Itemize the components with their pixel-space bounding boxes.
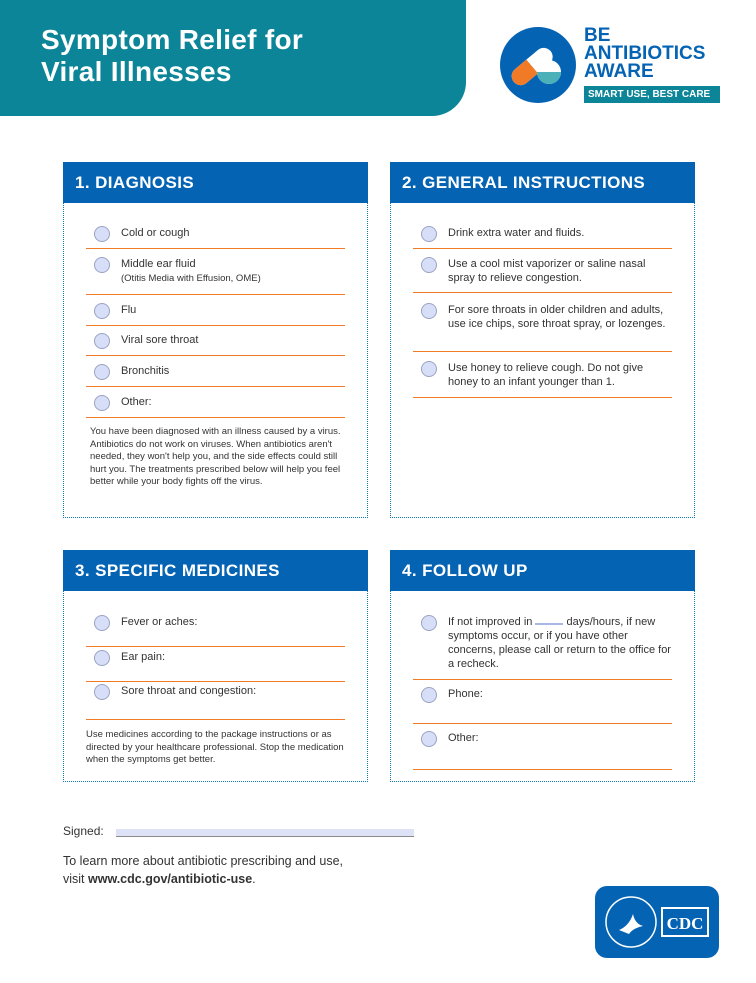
list-item[interactable]: Viral sore throat <box>86 333 345 356</box>
diagnosis-section <box>63 162 368 518</box>
learn-more-text: To learn more about antibiotic prescribing and use, visit www.cdc.gov/antibiotic-use. <box>63 854 344 886</box>
list-item[interactable]: Other: <box>413 731 672 770</box>
radio-button[interactable] <box>421 361 437 377</box>
pill-icon <box>500 27 576 103</box>
list-item[interactable]: For sore throats in older children and adults, use ice chips, sore throat spray, or lozenges. <box>413 303 672 352</box>
section-heading: 3. SPECIFIC MEDICINES <box>63 550 368 591</box>
list-item[interactable]: Fever or aches: <box>86 615 345 647</box>
list-item[interactable]: Use honey to relieve cough. Do not give honey to an infant younger than 1. <box>413 361 672 398</box>
signature-field[interactable] <box>116 829 414 837</box>
signed-label: Signed: <box>63 824 104 838</box>
tagline: SMART USE, BEST CARE <box>584 86 720 103</box>
radio-button[interactable] <box>94 395 110 411</box>
radio-button[interactable] <box>94 364 110 380</box>
radio-button[interactable] <box>421 257 437 273</box>
list-item[interactable]: Bronchitis <box>86 364 345 387</box>
list-item[interactable]: If not improved in days/hours, if new symptoms occur, or if you have other concerns, please call or return to the office for a recheck. <box>413 615 672 680</box>
radio-button[interactable] <box>94 615 110 631</box>
radio-button[interactable] <box>421 226 437 242</box>
list-item[interactable]: Drink extra water and fluids. <box>413 226 672 249</box>
radio-button[interactable] <box>421 615 437 631</box>
list-item[interactable]: Flu <box>86 303 345 326</box>
days-input[interactable] <box>535 616 563 625</box>
diagnosis-note: You have been diagnosed with an illness caused by a virus. Antibiotics do not work on viruses. When antibiotics aren't needed, they won't help you, and the side effects could still hurt you. The treatments prescribed below will help you feel better while your body fights off the virus. <box>90 426 341 487</box>
section-heading: 2. GENERAL INSTRUCTIONS <box>390 162 695 203</box>
radio-button[interactable] <box>94 257 110 273</box>
list-item[interactable]: Phone: <box>413 687 672 724</box>
section-heading: 4. FOLLOW UP <box>390 550 695 591</box>
svg-text:CDC: CDC <box>666 914 704 933</box>
radio-button[interactable] <box>94 684 110 700</box>
list-item[interactable]: Sore throat and congestion: <box>86 684 345 720</box>
list-item[interactable]: Middle ear fluid (Otitis Media with Effusion, OME) <box>86 257 345 295</box>
list-item[interactable]: Cold or cough <box>86 226 345 249</box>
radio-button[interactable] <box>94 226 110 242</box>
general-instructions-section <box>390 162 695 518</box>
list-item[interactable]: Use a cool mist vaporizer or saline nasal spray to relieve congestion. <box>413 257 672 293</box>
radio-button[interactable] <box>421 303 437 319</box>
radio-button[interactable] <box>421 687 437 703</box>
radio-button[interactable] <box>421 731 437 747</box>
page-title: Symptom Relief for Viral Illnesses <box>41 24 304 87</box>
radio-button[interactable] <box>94 650 110 666</box>
list-item[interactable]: Ear pain: <box>86 650 345 682</box>
specific-medicines-section <box>63 550 368 782</box>
list-item[interactable]: Other: <box>86 395 345 418</box>
medicines-note: Use medicines according to the package instructions or as directed by your healthcare professional. Stop the medication when the symptoms get better. <box>86 729 344 765</box>
cdc-hhs-logo <box>595 886 719 958</box>
radio-button[interactable] <box>94 303 110 319</box>
cdc-link[interactable]: www.cdc.gov/antibiotic-use <box>88 872 253 886</box>
radio-button[interactable] <box>94 333 110 349</box>
section-heading: 1. DIAGNOSIS <box>63 162 368 203</box>
follow-up-section <box>390 550 695 782</box>
